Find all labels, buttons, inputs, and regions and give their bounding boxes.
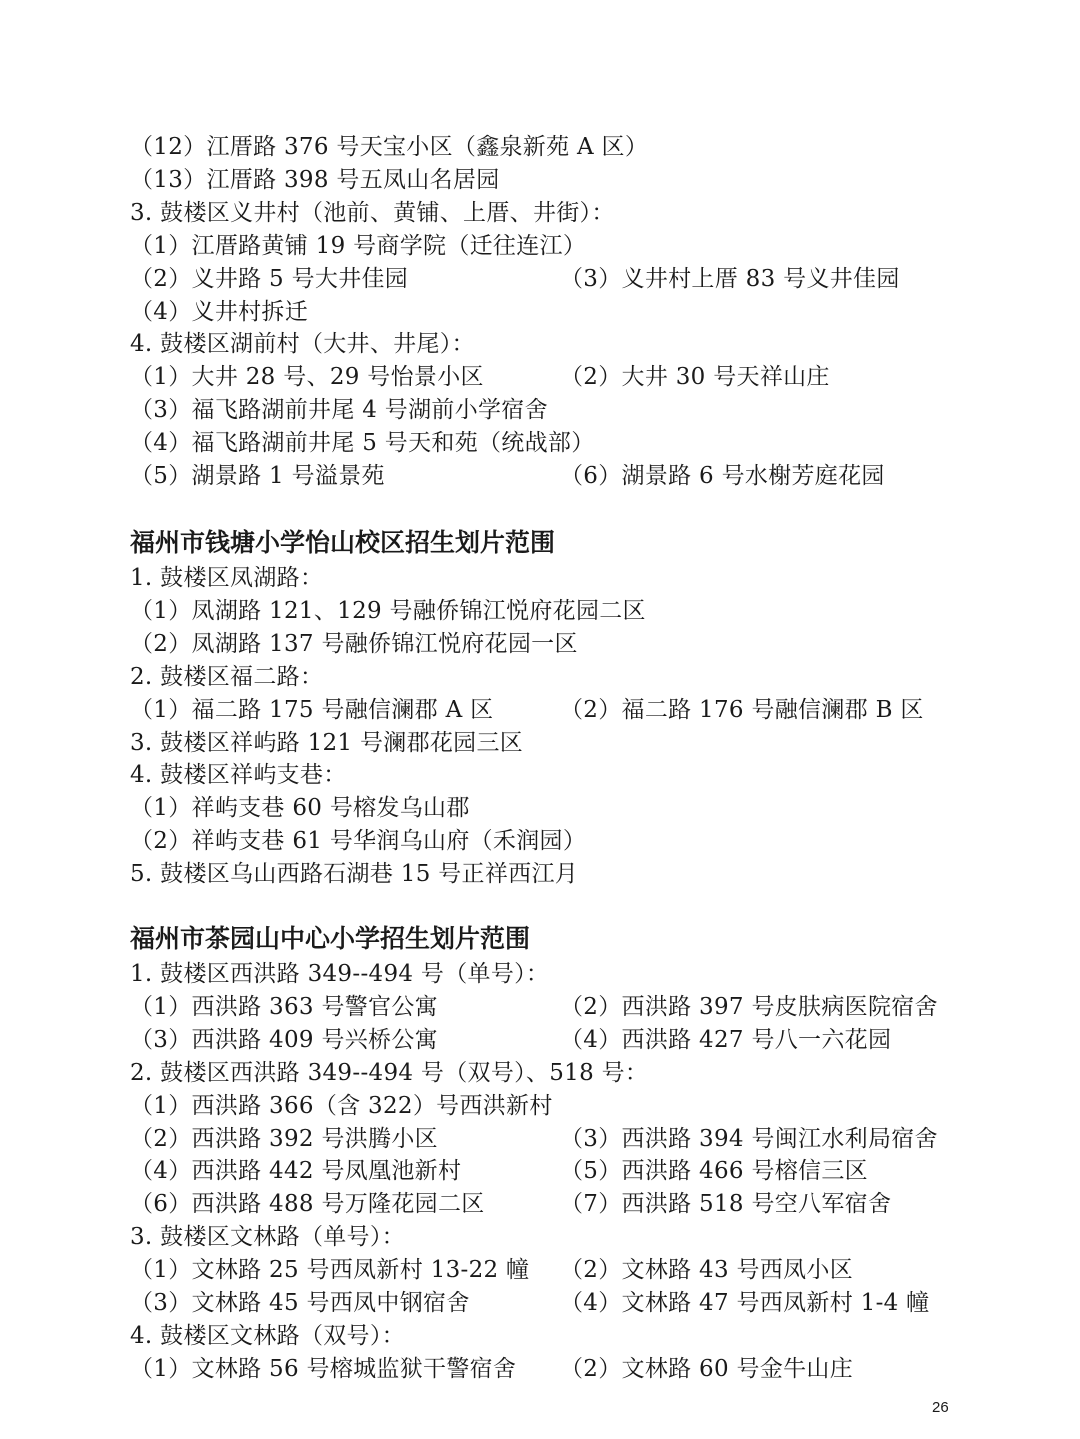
list-item: （2）祥屿支巷 61 号华润乌山府（禾润园） [130,828,587,855]
section-title: 福州市茶园山中心小学招生划片范围 [130,924,531,953]
list-item: （3）文林路 45 号西凤中钢宿舍 [130,1290,470,1316]
list-item: （1）西洪路 366（含 322）号西洪新村 [130,1092,553,1119]
list-item: 3. 鼓楼区祥屿路 121 号澜郡花园三区 [130,729,524,756]
list-item: 2. 鼓楼区西洪路 349--494 号（双号）、518 号： [130,1059,649,1086]
list-item: （2）西洪路 392 号洪腾小区 [130,1125,438,1152]
list-item-right: （2）福二路 176 号融信澜郡 B 区 [560,696,924,723]
list-item-right: （7）西洪路 518 号空八军宿舍 [560,1191,892,1218]
list-item-right: （5）西洪路 466 号榕信三区 [560,1158,868,1185]
list-item: （1）文林路 56 号榕城监狱干警宿舍 [130,1355,517,1382]
list-item: 4. 鼓楼区文林路（双号）： [130,1322,405,1349]
list-item: 2. 鼓楼区福二路： [130,663,324,690]
list-item-right: （2）西洪路 397 号皮肤病医院宿舍 [560,993,938,1020]
list-item: （1）文林路 25 号西凤新村 13-22 幢 [130,1257,530,1284]
list-item: （3）西洪路 409 号兴桥公寓 [130,1026,438,1053]
list-item-right: （4）西洪路 427 号八一六花园 [560,1026,892,1053]
list-item-right: （2）文林路 43 号西凤小区 [560,1257,854,1284]
list-item-right: （3）义井村上厝 83 号义井佳园 [560,265,900,292]
list-item: （1）西洪路 363 号警官公寓 [130,993,438,1020]
list-item-right: （6）湖景路 6 号水榭芳庭花园 [560,463,885,489]
list-item: （3）福飞路湖前井尾 4 号湖前小学宿舍 [130,397,548,424]
list-item: （4）义井村拆迁 [130,298,309,325]
list-item: （1）大井 28 号、29 号怡景小区 [130,364,484,391]
list-item: （1）凤湖路 121、129 号融侨锦江悦府花园二区 [130,597,646,624]
list-item: 1. 鼓楼区西洪路 349--494 号（单号）： [130,961,550,987]
list-item: （4）西洪路 442 号凤凰池新村 [130,1158,462,1185]
list-item: 3. 鼓楼区义井村（池前、黄铺、上厝、井街）： [130,199,615,226]
list-item: （1）江厝路黄铺 19 号商学院（迁往连江） [130,232,587,259]
list-item: 3. 鼓楼区文林路（单号）： [130,1224,405,1251]
list-item: （2）凤湖路 137 号融侨锦江悦府花园一区 [130,630,578,657]
list-item: （12）江厝路 376 号天宝小区（鑫泉新苑 A 区） [130,134,649,160]
list-item: 4. 鼓楼区湖前村（大井、井尾）： [130,331,475,358]
page-number: 26 [932,1399,949,1416]
list-item: （4）福飞路湖前井尾 5 号天和苑（统战部） [130,430,595,457]
list-item: 4. 鼓楼区祥屿支巷： [130,762,347,789]
list-item: （2）义井路 5 号大井佳园 [130,265,409,292]
list-item: （1）福二路 175 号融信澜郡 A 区 [130,696,494,723]
list-item: （5）湖景路 1 号溢景苑 [130,463,385,489]
list-item: 1. 鼓楼区凤湖路： [130,565,324,591]
list-item-right: （3）西洪路 394 号闽江水利局宿舍 [560,1125,938,1152]
section-title: 福州市钱塘小学怡山校区招生划片范围 [130,528,556,557]
list-item: （13）江厝路 398 号五凤山名居园 [130,166,500,193]
list-item: 5. 鼓楼区乌山西路石湖巷 15 号正祥西江月 [130,861,579,888]
list-item-right: （2）大井 30 号天祥山庄 [560,364,830,391]
list-item-right: （2）文林路 60 号金牛山庄 [560,1355,854,1382]
list-item: （6）西洪路 488 号万隆花园二区 [130,1191,485,1218]
list-item-right: （4）文林路 47 号西凤新村 1-4 幢 [560,1290,930,1316]
list-item: （1）祥屿支巷 60 号榕发乌山郡 [130,795,470,822]
